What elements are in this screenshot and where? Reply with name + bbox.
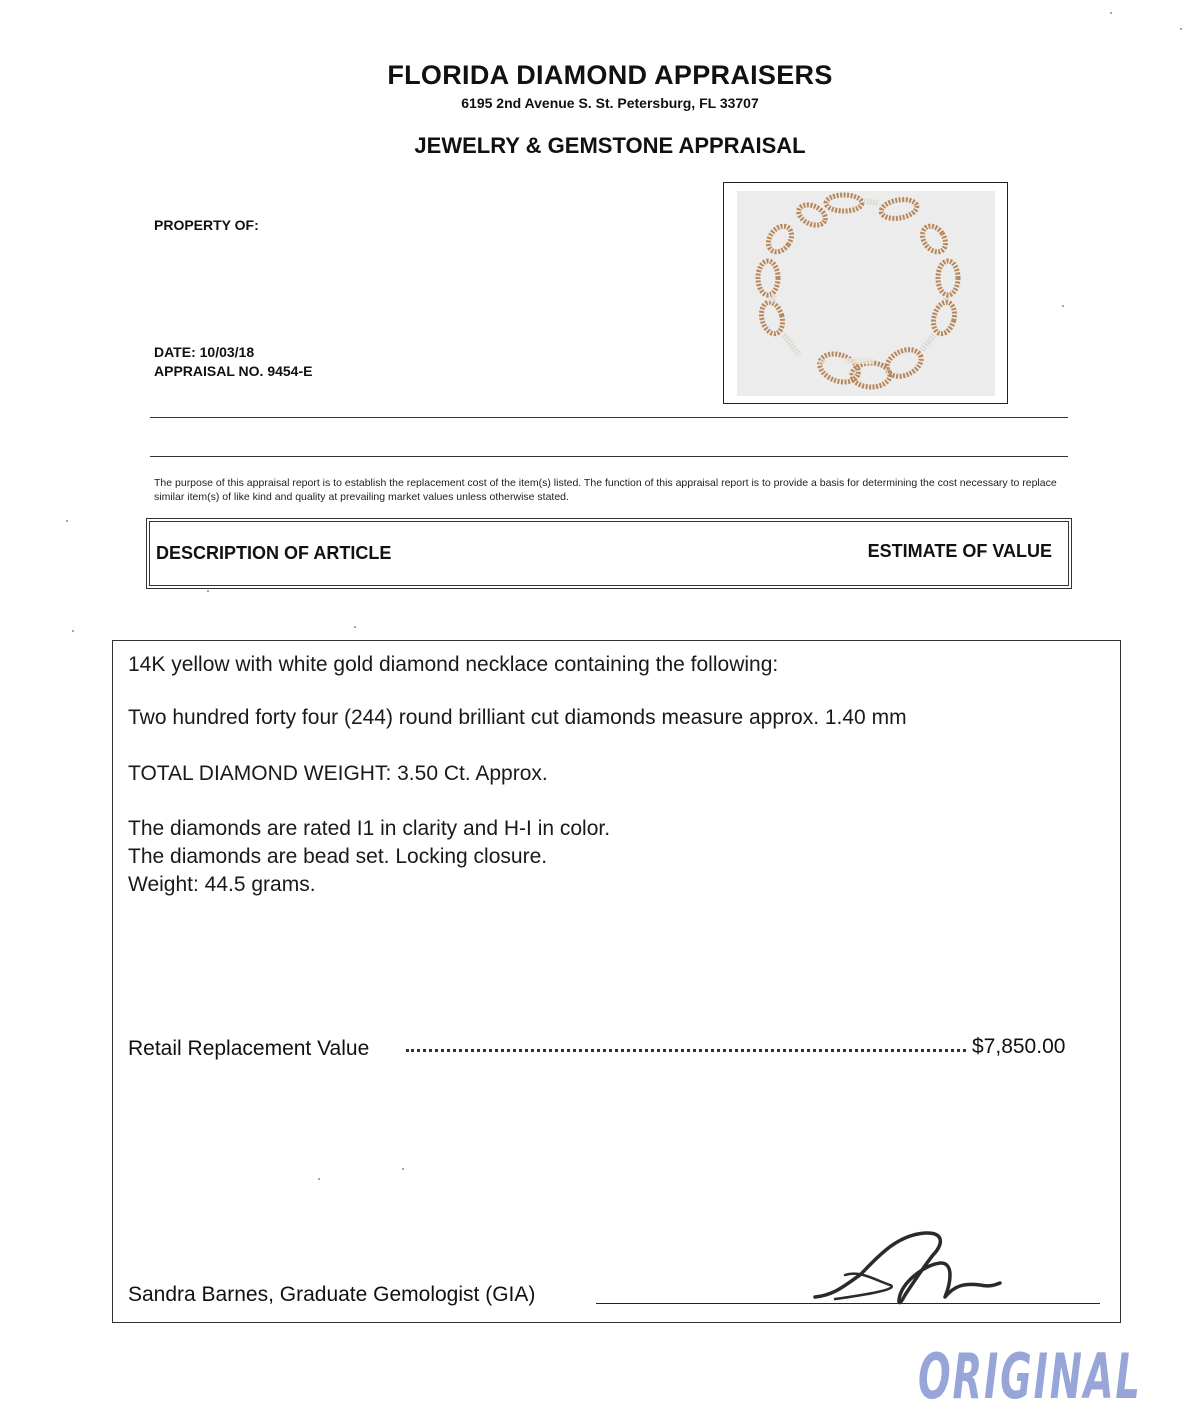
necklace-image	[724, 183, 1006, 402]
description-line: Weight: 44.5 grams.	[128, 873, 316, 896]
description-line: 14K yellow with white gold diamond necklace containing the following:	[128, 653, 779, 676]
document-title: JEWELRY & GEMSTONE APPRAISAL	[414, 133, 806, 158]
purpose-statement: The purpose of this appraisal report is to establish the replacement cost of the item(s) listed. The function of this appraisal report is to provide a basis for determining the cost necessary to replace similar item(s) of like kind and quality at prevailing market values unless otherwise stated.	[154, 477, 1057, 503]
description-line: The diamonds are rated I1 in clarity and H-I in color.	[128, 817, 611, 840]
company-address: 6195 2nd Avenue S. St. Petersburg, FL 33707	[461, 95, 759, 111]
description-line: The diamonds are bead set. Locking closure.	[128, 845, 548, 868]
description-header: DESCRIPTION OF ARTICLE	[156, 543, 392, 563]
description-line: Two hundred forty four (244) round brilliant cut diamonds measure approx. 1.40 mm	[128, 706, 907, 729]
total-diamond-weight: TOTAL DIAMOND WEIGHT: 3.50 Ct. Approx.	[128, 762, 548, 785]
property-of-label: PROPERTY OF:	[154, 217, 259, 233]
divider-line	[150, 417, 1068, 418]
company-name: FLORIDA DIAMOND APPRAISERS	[387, 60, 833, 90]
appraisal-date: DATE: 10/03/18	[154, 344, 255, 360]
retail-value-label: Retail Replacement Value	[128, 1037, 370, 1060]
appraisal-number: APPRAISAL NO. 9454-E	[154, 363, 313, 379]
handwritten-signature	[805, 1225, 1005, 1315]
dot-leader	[406, 1049, 966, 1052]
divider-line	[150, 456, 1068, 457]
original-stamp: ORIGINAL	[918, 1340, 1142, 1413]
estimate-header: ESTIMATE OF VALUE	[867, 541, 1052, 561]
retail-value-amount: $7,850.00	[972, 1035, 1066, 1058]
table-header-box	[146, 518, 1072, 589]
signer-name: Sandra Barnes, Graduate Gemologist (GIA)	[128, 1283, 536, 1306]
necklace-photo	[723, 182, 1008, 404]
